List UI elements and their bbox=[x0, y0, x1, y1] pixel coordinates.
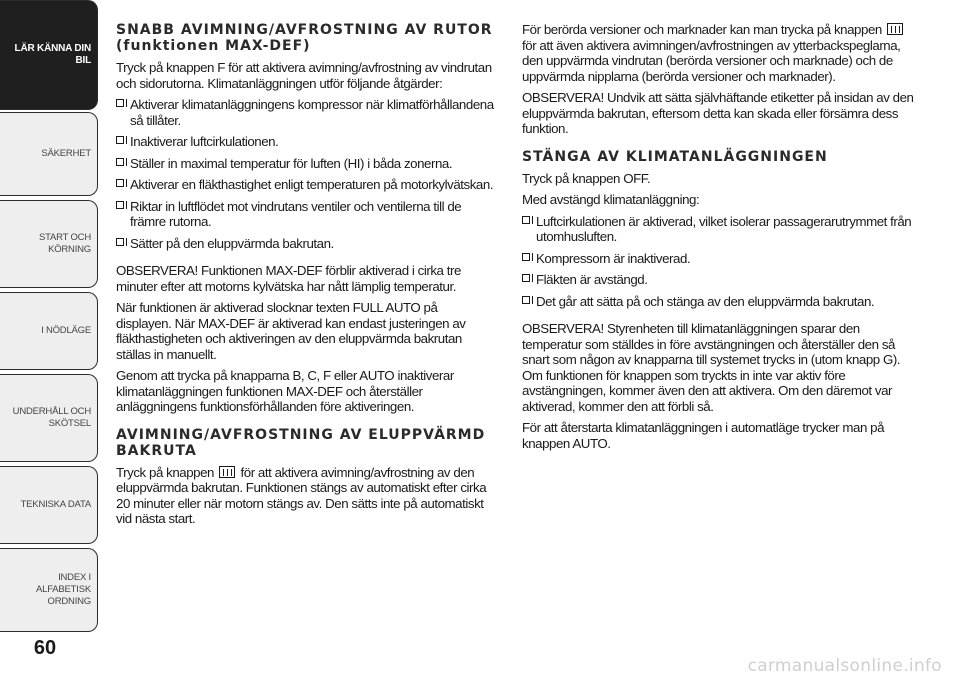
list-item: Aktiverar klimatanläggningens kompressor när klimatförhållandena så tillåter. bbox=[116, 97, 496, 128]
note-paragraph: OBSERVERA! Undvik att sätta självhäftande etiketter på insidan av den eluppvärmda bakrutan, eftersom detta kan skada eller försämra dess funktion. bbox=[522, 90, 914, 136]
checkbox-bullet-icon bbox=[116, 99, 124, 107]
checkbox-bullet-icon bbox=[522, 296, 530, 304]
checkbox-bullet-icon bbox=[522, 274, 530, 282]
list-item: Luftcirkulationen är aktiverad, vilket isolerar passagerarutrymmet från utomhusluften. bbox=[522, 214, 916, 245]
tab-lar-kanna-din-bil[interactable]: LÄR KÄNNA DIN BIL bbox=[0, 0, 98, 110]
page-number: 60 bbox=[33, 637, 57, 659]
list-item: Sätter på den eluppvärmda bakrutan. bbox=[116, 236, 496, 252]
checkbox-bullet-icon bbox=[522, 216, 530, 224]
note-paragraph: OBSERVERA! Styrenheten till klimatanläggningen sparar den temperatur som ställdes in före avstängningen och återställer den så snart som någon av knapparna till systemet trycks in (utom knapp G). Om funktionen för knappen som tryckts in inte var aktiv före avstängningen, kommer även den att aktivera. Om den däremot var aktiverad, kommer den att förbli så. bbox=[522, 321, 901, 414]
paragraph: För berörda versioner och marknader kan man trycka på knappen för att även aktivera avimningen/avfrostningen av ytterbackspeglarna, den uppvärmda vindrutan (berörda versioner och marknade) och de uppvärmda nipplarna (berörda versioner och marknader). bbox=[522, 22, 916, 84]
list-item: Fläkten är avstängd. bbox=[522, 272, 916, 288]
list-item: Riktar in luftflödet mot vindrutans ventiler och ventilerna till de främre rutorna. bbox=[116, 199, 496, 230]
mirror-defrost-icon bbox=[887, 23, 903, 35]
tab-index[interactable]: INDEX I ALFABETISK ORDNING bbox=[0, 548, 98, 632]
section-heading-rear-window: AVIMNING/AVFROSTNING AV ELUPPVÄRMD BAKRUTA bbox=[116, 426, 486, 459]
tab-tekniska-data[interactable]: TEKNISKA DATA bbox=[0, 466, 98, 544]
paragraph: När funktionen är aktiverad slocknar texten FULL AUTO på displayen. När MAX-DEF är aktiverad kan endast justeringen av fläkthastigheten och aktiveringen av den eluppvärmda bakrutan ställas in manuellt. bbox=[116, 300, 466, 362]
list-item: Ställer in maximal temperatur för luften (HI) i båda zonerna. bbox=[116, 156, 496, 172]
watermark: carmanualsonline.info bbox=[747, 656, 942, 676]
paragraph: Med avstängd klimatanläggning: bbox=[522, 192, 700, 207]
checkbox-bullet-icon bbox=[116, 158, 124, 166]
paragraph: Tryck på knappen F för att aktivera avimning/avfrostning av vindrutan och sidorutorna. Klimatanläggningen utför följande åtgärder: bbox=[116, 60, 492, 91]
right-column bbox=[522, 22, 916, 457]
rear-defrost-icon bbox=[219, 466, 235, 478]
paragraph: Genom att trycka på knapparna B, C, F eller AUTO inaktiverar klimatanläggningen funktionen MAX-DEF och återställer anläggningens funktionsförhållanden före aktiveringen. bbox=[116, 368, 454, 414]
paragraph: Tryck på knappen för att aktivera avimning/avfrostning av den eluppvärmda bakrutan. Funktionen stängs av automatiskt efter cirka 20 minuter eller när motorn stängs av. Den sätts inte på automatiskt vid nästa start. bbox=[116, 464, 487, 526]
tab-sakerhet[interactable]: SÄKERHET bbox=[0, 112, 98, 196]
section-heading-turn-off: STÄNGA AV KLIMATANLÄGGNINGEN bbox=[522, 148, 828, 165]
left-column bbox=[116, 22, 496, 533]
note-paragraph: OBSERVERA! Funktionen MAX-DEF förblir aktiverad i cirka tre minuter efter att motorns kylvätska har nått lämplig temperatur. bbox=[116, 263, 461, 294]
list-item: Aktiverar en fläkthastighet enligt temperaturen på motorkylvätskan. bbox=[116, 177, 496, 193]
tab-start-och-korning[interactable]: START OCH KÖRNING bbox=[0, 200, 98, 288]
checkbox-bullet-icon bbox=[116, 179, 124, 187]
list-item: Inaktiverar luftcirkulationen. bbox=[116, 134, 496, 150]
paragraph: För att återstarta klimatanläggningen i automatläge trycker man på knappen AUTO. bbox=[522, 420, 885, 451]
paragraph: Tryck på knappen OFF. bbox=[522, 170, 651, 186]
list-item: Kompressorn är inaktiverad. bbox=[522, 251, 916, 267]
checkbox-bullet-icon bbox=[116, 238, 124, 246]
section-heading-max-def: SNABB AVIMNING/AVFROSTNING AV RUTOR (funktionen MAX-DEF) bbox=[116, 22, 493, 54]
checkbox-bullet-icon bbox=[116, 201, 124, 209]
list-item: Det går att sätta på och stänga av den eluppvärmda bakrutan. bbox=[522, 294, 916, 310]
checkbox-bullet-icon bbox=[522, 253, 530, 261]
checkbox-bullet-icon bbox=[116, 136, 124, 144]
tab-i-nodlage[interactable]: I NÖDLÄGE bbox=[0, 292, 98, 370]
tab-underhall-och-skotsel[interactable]: UNDERHÅLL OCH SKÖTSEL bbox=[0, 374, 98, 462]
